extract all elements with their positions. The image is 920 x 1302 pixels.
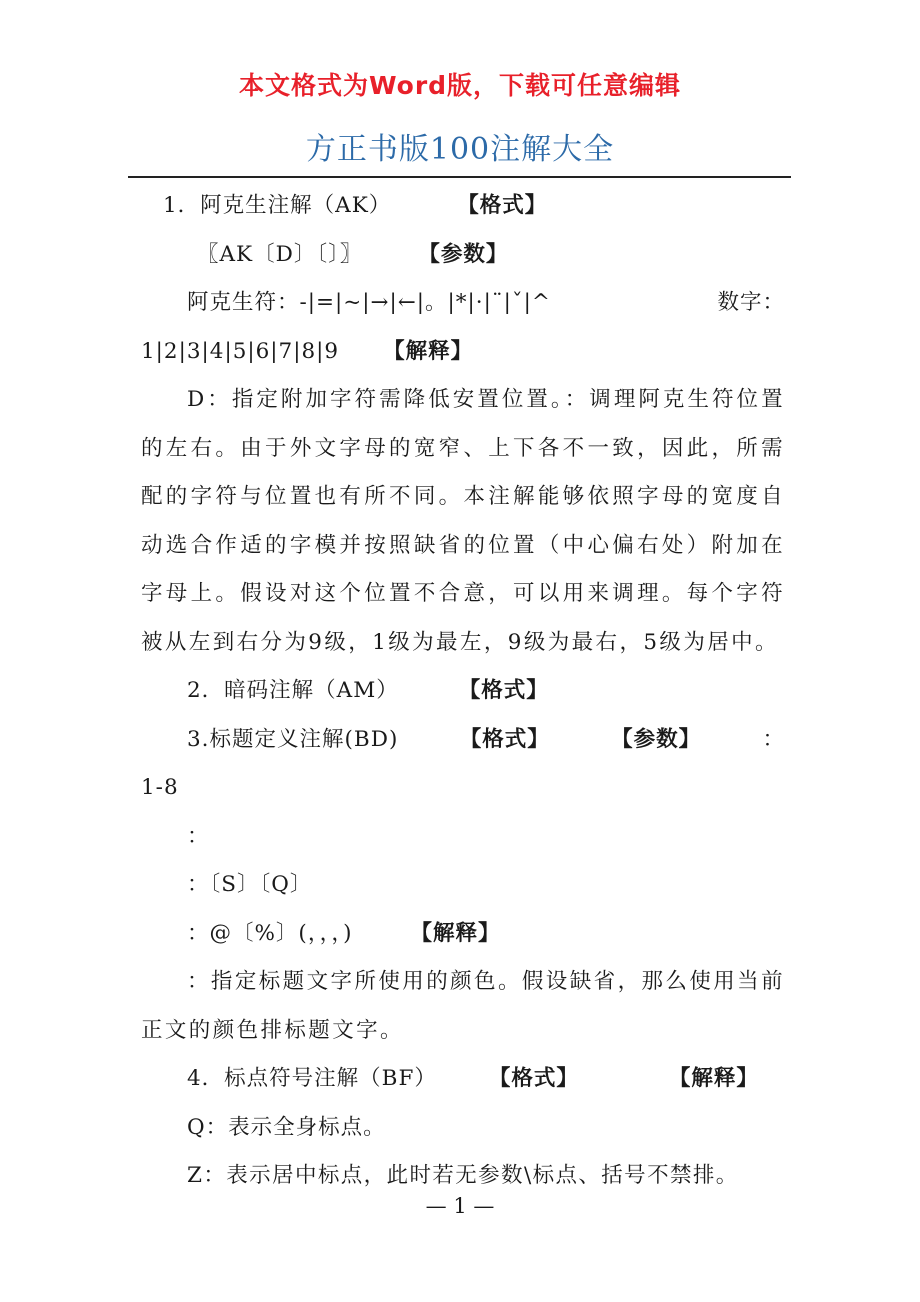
ak-digits-text: 1|2|3|4|5|6|7|8|9 [141, 338, 340, 364]
document-title: 方正书版100注解大全 [305, 132, 615, 167]
line-bd-sq: ：〔S〕〔Q〕 [187, 872, 313, 897]
ak-format-text: 〖AK〔D〕〔〕〗 [197, 241, 363, 267]
colon-text: ： [762, 726, 785, 752]
line-bf-z: Z：表示居中标点，此时若无参数\标点、括号不禁排。 [187, 1163, 739, 1188]
explain-label: 【解释】 [410, 920, 501, 946]
param-label: 【参数】 [418, 241, 509, 267]
bd-heading-text: 3.标题定义注解(BD) [187, 726, 399, 752]
page-number: — 1 — [425, 1194, 495, 1218]
line-bf-q: Q：表示全身标点。 [187, 1114, 386, 1140]
line-ak-heading [141, 182, 785, 231]
bd-explanation: ：指定标题文字所使用的颜色。假设缺省，那么使用当前正文的颜色排标题文字。 [141, 969, 785, 1043]
line-bd-heading [141, 716, 785, 765]
digits-label: 数字： [717, 290, 785, 315]
title-divider [128, 176, 791, 178]
format-label: 【格式】 [457, 193, 548, 218]
ak-explanation: D：指定附加字符需降低安置位置。：调理阿克生符位置的左右。由于外文字母的宽窄、上下各不一致，因此，所需配的字符与位置也有所不同。本注解能够依照字母的宽度自动选合作适的字模并按照缺省的位置（中心偏右处）附加在字母上。假设对这个位置不合意，可以用来调理。每个字符被从左到右分为9级，1级为最左，9级为最右，5级为居中。 [141, 387, 785, 655]
line-am-heading [141, 667, 785, 716]
download-banner: 本文格式为Word版，下载可任意编辑 [238, 71, 682, 100]
line-bd-colon: ： [187, 823, 210, 849]
explain-label: 【解释】 [668, 1066, 759, 1091]
line-bd-range: 1-8 [141, 775, 179, 800]
param-label: 【参数】 [611, 726, 702, 752]
format-label: 【格式】 [459, 726, 550, 752]
ak-symbols-text: 阿克生符：-|=|~|→|←|。|*|·|¨|ˇ|^ [187, 290, 551, 315]
format-label: 【格式】 [488, 1066, 579, 1091]
ak-heading-text: 1．阿克生注解（AK） [163, 193, 392, 218]
explain-label: 【解释】 [383, 338, 474, 364]
line-ak-symbols [141, 279, 785, 328]
bd-color-text: ：@〔%〕(，，，) [187, 920, 353, 946]
line-ak-digits [141, 328, 785, 377]
am-heading-text: 2．暗码注解（AM） [187, 678, 399, 703]
bf-heading-text: 4．标点符号注解（BF） [187, 1066, 437, 1091]
line-ak-format [141, 231, 785, 280]
format-label: 【格式】 [458, 678, 549, 703]
document-body [141, 182, 785, 1201]
line-bf-heading [141, 1055, 785, 1104]
line-bd-color [141, 910, 785, 959]
